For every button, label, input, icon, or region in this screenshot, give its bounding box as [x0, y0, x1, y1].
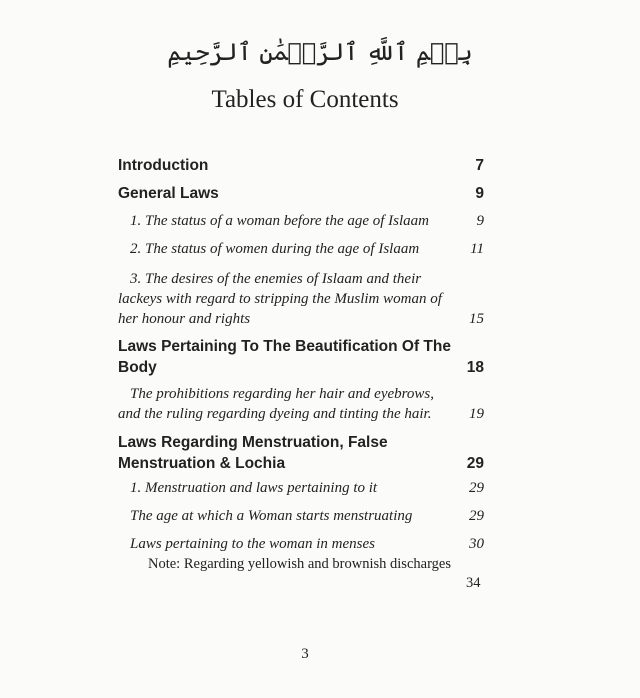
toc-entry-menstruation: [118, 432, 484, 474]
toc-entry-page: 19: [469, 406, 484, 422]
toc-entry-title: 1. Menstruation and laws pertaining to it: [130, 480, 378, 496]
toc-subentry-menstruation-laws: [130, 480, 484, 497]
toc-entry-title: 2. The status of women during the age of Islaam: [130, 241, 420, 257]
toc-entry-page: 11: [470, 241, 484, 257]
toc-entry-beautification: [118, 336, 484, 378]
toc-entry-title-line1: Laws Regarding Menstruation, False: [118, 434, 388, 451]
toc-entry-page: 9: [475, 185, 484, 202]
page-number: 3: [301, 646, 309, 662]
toc-entry-page: 29: [469, 508, 484, 524]
toc-subentry-age-menstruating: [130, 508, 484, 525]
toc-entry-page: 30: [469, 536, 484, 552]
toc-entry-page: 7: [475, 157, 484, 174]
toc-entry-title-line2: Body: [118, 359, 157, 376]
toc-note-discharges: Note: Regarding yellowish and brownish discharges: [148, 556, 451, 572]
toc-entry-title-line3: her honour and rights: [118, 311, 251, 327]
toc-entry-title: Introduction: [118, 157, 209, 174]
toc-entry-introduction: [118, 157, 484, 175]
toc-entry-page: 15: [469, 311, 484, 327]
toc-subentry-woman-in-menses: [130, 536, 484, 553]
toc-entry-title-line2: lackeys with regard to stripping the Muslim woman of: [118, 291, 442, 307]
toc-entry-title-line1: 3. The desires of the enemies of Islaam and their: [130, 271, 422, 287]
bismillah-calligraphy: بِسۡمِ ٱللَّهِ ٱلرَّحۡمَٰنِ ٱلرَّحِيمِ: [167, 38, 473, 66]
toc-entry-title-line1: The prohibitions regarding her hair and eyebrows,: [130, 386, 435, 402]
toc-entry-title: 1. The status of a woman before the age of Islaam: [130, 213, 430, 229]
toc-note-page: 34: [466, 575, 481, 591]
toc-entry-title-line1: Laws Pertaining To The Beautification Of The: [118, 338, 451, 355]
toc-subentry-status-during-islaam: [130, 241, 484, 258]
toc-entry-general-laws: [118, 185, 484, 203]
toc-entry-title: The age at which a Woman starts menstruating: [130, 508, 413, 524]
toc-entry-page: 9: [476, 213, 484, 229]
toc-entry-page: 29: [466, 455, 484, 472]
toc-subentry-hair-eyebrows: [118, 384, 484, 424]
toc-subentry-desires-of-enemies: [118, 269, 484, 329]
toc-subentry-status-before-islaam: [130, 213, 484, 230]
page-title: Tables of Contents: [211, 86, 399, 113]
toc-entry-title-line2: Menstruation & Lochia: [118, 455, 286, 472]
toc-entry-title: Laws pertaining to the woman in menses: [130, 536, 376, 552]
toc-entry-title: General Laws: [118, 185, 219, 202]
toc-entry-title-line2: and the ruling regarding dyeing and tinting the hair.: [118, 406, 432, 422]
toc-entry-page: 29: [469, 480, 484, 496]
toc-entry-page: 18: [466, 359, 484, 376]
